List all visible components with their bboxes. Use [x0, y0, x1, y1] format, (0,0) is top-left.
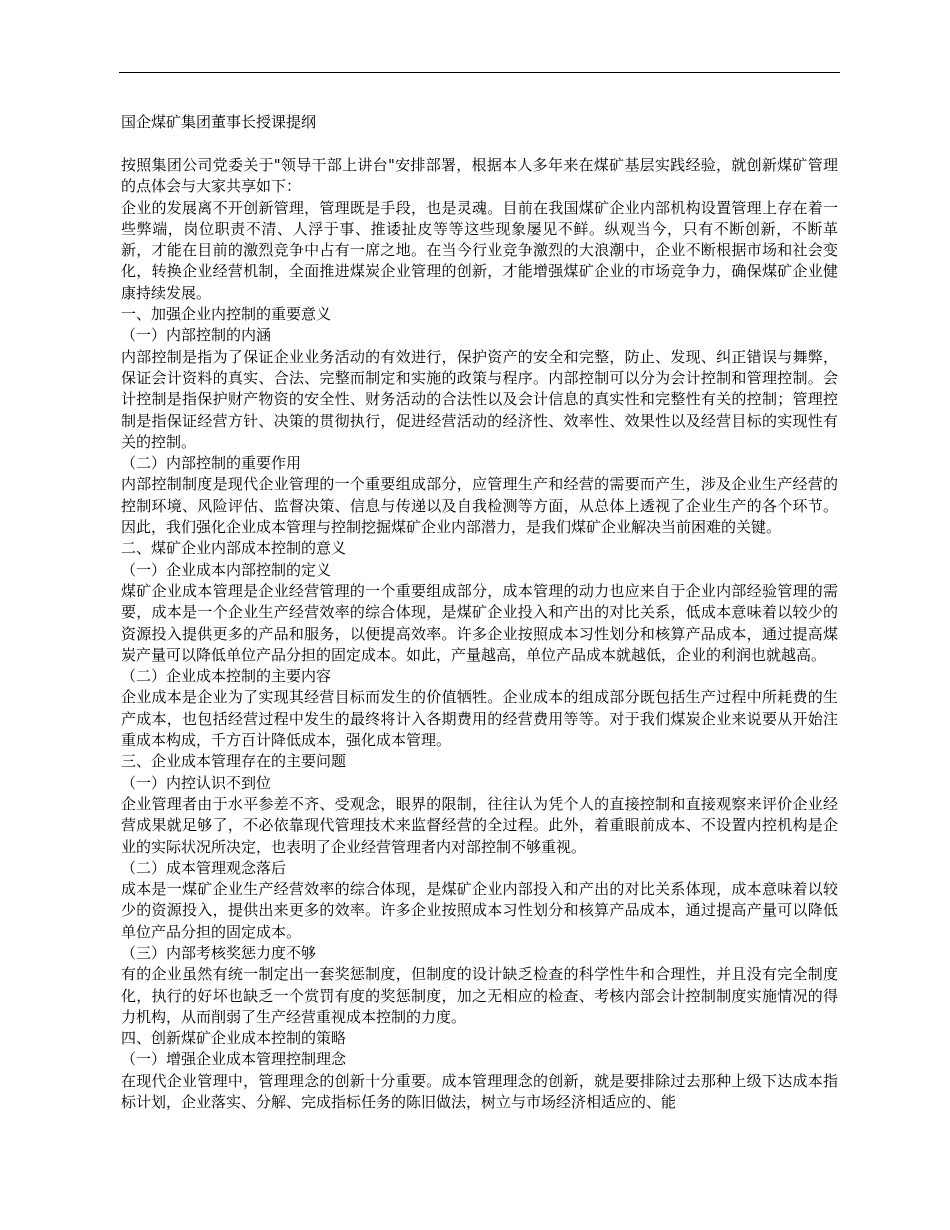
header-rule [119, 72, 840, 73]
section-heading: 四、创新煤矿企业成本控制的策略 [121, 1029, 347, 1048]
body-paragraph: 内部控制是指为了保证企业业务活动的有效进行，保护资产的安全和完整，防止、发现、纠正错误与舞弊，保证会计资料的真实、合法、完整而制定和实施的政策与程序。内部控制可以分为会计控制和管理控制。会计控制是指保护财产物资的安全性、财务活动的合法性以及会计信息的真实性和完整性有关的控制；管理控制是指保证经营方针、决策的贯彻执行，促进经营活动的经济性、效率性、效果性以及经营目标的实现性有关的控制。 [121, 347, 838, 451]
subsection-heading: （二）成本管理观念落后 [121, 858, 287, 877]
section-heading: 二、煤矿企业内部成本控制的意义 [121, 539, 347, 558]
subsection-heading: （三）内部考核奖惩力度不够 [121, 943, 317, 962]
subsection-heading: （一）内控认识不到位 [121, 773, 272, 792]
section-heading: 一、加强企业内控制的重要意义 [121, 305, 332, 324]
document-title: 国企煤矿集团董事长授课提纲 [121, 113, 317, 131]
body-paragraph: 企业管理者由于水平参差不齐、受观念，眼界的限制，往往认为凭个人的直接控制和直接观察来评价企业经营成果就足够了，不必依靠现代管理技术来监督经营的全过程。此外，着重眼前成本、不设置内控机构是企业的实际状况所决定，也表明了企业经营管理者内对部控制不够重视。 [121, 794, 838, 856]
body-paragraph: 成本是一煤矿企业生产经营效率的综合体现，是煤矿企业内部投入和产出的对比关系体现，成本意味着以较少的资源投入，提供出来更多的效率。许多企业按照成本习性划分和核算产品成本，通过提高产量可以降低单位产品分担的固定成本。 [121, 880, 838, 941]
section-heading: 三、企业成本管理存在的主要问题 [121, 752, 347, 771]
body-paragraph: 企业成本是企业为了实现其经营目标而发生的价值牺牲。企业成本的组成部分既包括生产过程中所耗费的生产成本，也包括经营过程中发生的最终将计入各期费用的经营费用等等。对于我们煤炭企业来说要从开始注重成本构成，千方百计降低成本，强化成本管理。 [121, 688, 838, 750]
intro-paragraph: 按照集团公司党委关于"领导干部上讲台"安排部署，根据本人多年来在煤矿基层实践经验，就创新煤矿管理的点体会与大家共享如下： [121, 156, 838, 196]
subsection-heading: （二）企业成本控制的主要内容 [121, 667, 332, 686]
subsection-heading: （一）企业成本内部控制的定义 [121, 560, 332, 579]
body-paragraph: 内部控制制度是现代企业管理的一个重要组成部分，应管理生产和经营的需要而产生，涉及企业生产经营的控制环境、风险评估、监督决策、信息与传递以及自我检测等方面，从总体上透视了企业生产的各个环节。因此，我们强化企业成本管理与控制挖掘煤矿企业内部潜力，是我们煤矿企业解决当前困难的关键。 [121, 475, 838, 537]
body-paragraph: 在现代企业管理中，管理理念的创新十分重要。成本管理理念的创新，就是要排除过去那种上级下达成本指标计划，企业落实、分解、完成指标任务的陈旧做法，树立与市场经济相适应的、能 [121, 1071, 838, 1112]
subsection-heading: （二）内部控制的重要作用 [121, 454, 302, 473]
subsection-heading: （一）内部控制的内涵 [121, 326, 272, 345]
body-paragraph: 有的企业虽然有统一制定出一套奖惩制度，但制度的设计缺乏检查的科学性牛和合理性，并且没有完全制度化，执行的好坏也缺乏一个赏罚有度的奖惩制度，加之无相应的检查、考核内部会计控制制度实施情况的得力机构，从而削弱了生产经营重视成本控制的力度。 [121, 965, 838, 1026]
body-paragraph: 煤矿企业成本管理是企业经营管理的一个重要组成部分，成本管理的动力也应来自于企业内部经验管理的需要，成本是一个企业生产经营效率的综合体现，是煤矿企业投入和产出的对比关系，低成本意味着以较少的资源投入提供更多的产品和服务，以便提高效率。许多企业按照成本习性划分和核算产品成本，通过提高煤炭产量可以降低单位产品分担的固定成本。如此，产量越高，单位产品成本就越低，企业的利润也就越高。 [121, 581, 838, 664]
body-paragraph: 企业的发展离不开创新管理，管理既是手段，也是灵魂。目前在我国煤矿企业内部机构设置管理上存在着一些弊端，岗位职责不清、人浮于事、推诿扯皮等等这些现象屡见不鲜。纵观当今，只有不断创新，不断革新，才能在目前的激烈竞争中占有一席之地。在当今行业竞争激烈的大浪潮中，企业不断根据市场和社会变化，转换企业经营机制，全面推进煤炭企业管理的创新，才能增强煤矿企业的市场竞争力，确保煤矿企业健康持续发展。 [121, 198, 838, 302]
subsection-heading: （一）增强企业成本管理控制理念 [121, 1050, 347, 1069]
document-body [121, 155, 838, 1113]
